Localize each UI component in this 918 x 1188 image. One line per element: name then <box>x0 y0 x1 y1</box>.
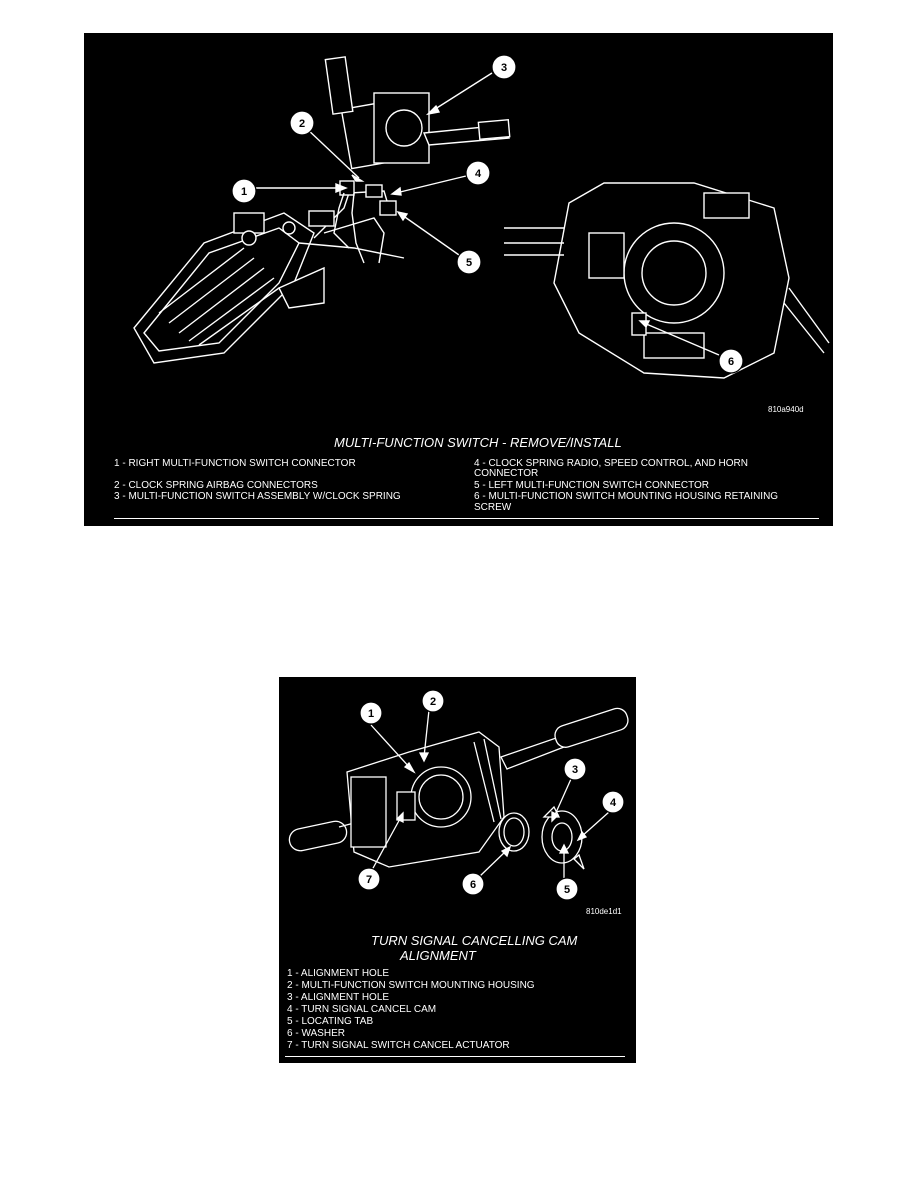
figure-multi-function-switch <box>84 33 833 526</box>
callout-1: 1 <box>240 186 248 198</box>
callout-3: 3 <box>571 764 579 776</box>
multi-function-switch-illustration <box>84 33 833 433</box>
callout-4: 4 <box>474 168 482 180</box>
figure-title-line1: TURN SIGNAL CANCELLING CAM <box>371 933 578 948</box>
callout-2-marker <box>290 111 314 135</box>
cancelling-cam-illustration <box>279 677 636 912</box>
callout-6: 6 <box>727 356 735 368</box>
callout-7: 7 <box>365 874 373 886</box>
callout-4-marker <box>602 791 624 813</box>
callout-1-marker <box>232 179 256 203</box>
callout-2-marker <box>422 690 444 712</box>
figure-title-line2: ALIGNMENT <box>400 948 476 963</box>
callout-4-marker <box>466 161 490 185</box>
callout-6-marker <box>719 349 743 373</box>
callout-3: 3 <box>500 62 508 74</box>
callout-2: 2 <box>429 696 437 708</box>
legend-item-2: 2 - MULTI-FUNCTION SWITCH MOUNTING HOUSING <box>287 980 535 991</box>
callout-6: 6 <box>469 879 477 891</box>
legend-item-4-cont: CONNECTOR <box>474 468 539 479</box>
figure-turn-signal-cam-alignment <box>279 677 636 1063</box>
callout-5-marker <box>556 878 578 900</box>
legend-item-1: 1 - ALIGNMENT HOLE <box>287 968 390 979</box>
legend-item-6: 6 - MULTI-FUNCTION SWITCH MOUNTING HOUSING RETAINING <box>474 491 779 502</box>
callout-1-marker <box>360 702 382 724</box>
legend-item-4: 4 - TURN SIGNAL CANCEL CAM <box>287 1004 437 1015</box>
callout-7-marker <box>358 868 380 890</box>
callout-3-marker <box>492 55 516 79</box>
legend-item-6: 6 - WASHER <box>287 1028 345 1039</box>
legend-item-5: 5 - LEFT MULTI-FUNCTION SWITCH CONNECTOR <box>474 480 709 491</box>
legend-item-7: 7 - TURN SIGNAL SWITCH CANCEL ACTUATOR <box>287 1040 510 1051</box>
divider <box>114 518 819 519</box>
callout-1: 1 <box>367 708 375 720</box>
legend-item-1: 1 - RIGHT MULTI-FUNCTION SWITCH CONNECTOR <box>114 458 356 469</box>
legend-item-5: 5 - LOCATING TAB <box>287 1016 374 1027</box>
legend-item-3: 3 - MULTI-FUNCTION SWITCH ASSEMBLY W/CLOCK SPRING <box>114 491 401 502</box>
figure-code: 810de1d1 <box>586 907 622 916</box>
legend-item-4: 4 - CLOCK SPRING RADIO, SPEED CONTROL, AND HORN <box>474 458 748 469</box>
callout-6-marker <box>462 873 484 895</box>
callout-2: 2 <box>298 118 306 130</box>
callout-5: 5 <box>465 257 473 269</box>
callout-4: 4 <box>609 797 617 809</box>
figure-code: 810a940d <box>768 405 804 414</box>
legend-item-2: 2 - CLOCK SPRING AIRBAG CONNECTORS <box>114 480 318 491</box>
figure-title: MULTI-FUNCTION SWITCH - REMOVE/INSTALL <box>334 435 622 450</box>
callout-5-marker <box>457 250 481 274</box>
legend-item-3: 3 - ALIGNMENT HOLE <box>287 992 390 1003</box>
callout-3-marker <box>564 758 586 780</box>
callout-5: 5 <box>563 884 571 896</box>
divider <box>285 1056 625 1057</box>
legend-item-6-cont: SCREW <box>474 502 512 513</box>
